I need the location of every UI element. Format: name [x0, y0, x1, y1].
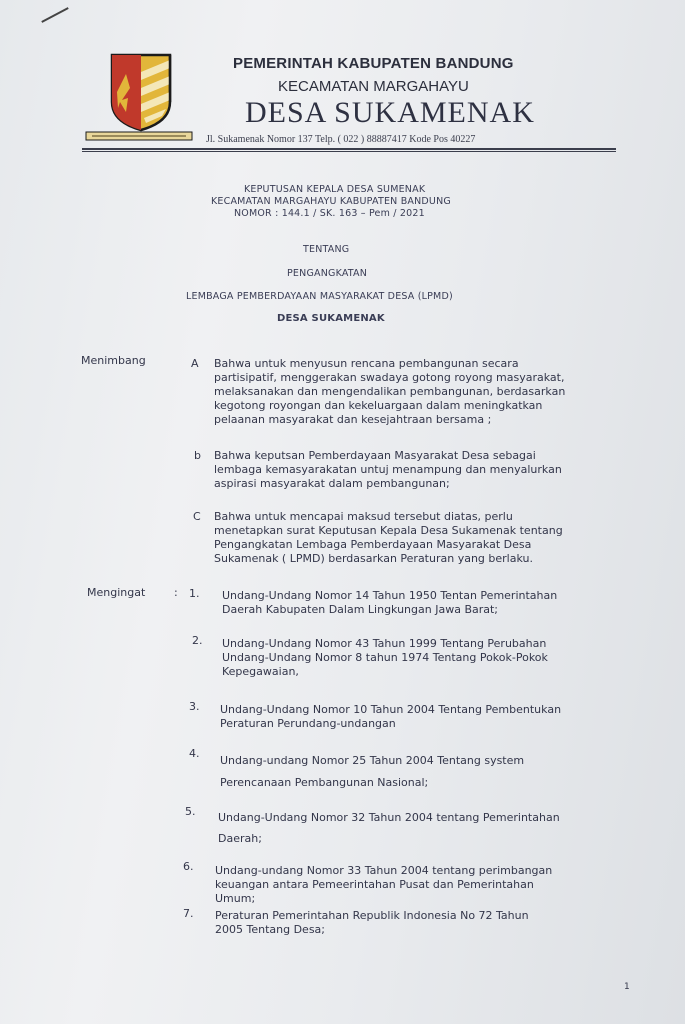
letterhead-rule [82, 148, 616, 150]
mengingat-marker-3: 3. [189, 700, 200, 713]
menimbang-paragraph-b [214, 449, 607, 491]
text-line: lembaga kemasyarakatan untuj menampung dan menyalurkan [214, 463, 562, 476]
mengingat-item-1 [222, 589, 607, 617]
menimbang-marker-a: A [191, 357, 199, 370]
text-line: Pengangkatan Lembaga Pemberdayaan Masyarakat Desa [214, 538, 532, 551]
menimbang-marker-b: b [194, 449, 201, 462]
mengingat-label: Mengingat [87, 586, 146, 599]
mengingat-marker-1: 1. [189, 587, 200, 600]
text-line: keuangan antara Pemeerintahan Pusat dan Pemerintahan [215, 878, 534, 891]
mengingat-marker-5: 5. [185, 805, 196, 818]
decree-number: NOMOR : 144.1 / SK. 163 – Pem / 2021 [234, 208, 425, 219]
mengingat-marker-7: 7. [183, 907, 194, 920]
decree-title: KEPUTUSAN KEPALA DESA SUMENAK [244, 184, 426, 195]
text-line: Daerah Kabupaten Dalam Lingkungan Jawa Barat; [222, 603, 499, 616]
letterhead-village: DESA SUKAMENAK [245, 96, 535, 129]
mengingat-colon: : [174, 586, 178, 599]
regency-emblem-icon [84, 52, 194, 144]
mengingat-item-3 [220, 703, 607, 731]
decree-subject: LEMBAGA PEMBERDAYAAN MASYARAKAT DESA (LPMD) [186, 291, 453, 302]
mengingat-marker-4: 4. [189, 747, 200, 760]
text-line: pelaanan masyarakat dan kesejahtraan bersama ; [214, 413, 492, 426]
text-line: Peraturan Pemerintahan Republik Indonesia No 72 Tahun [215, 909, 529, 922]
text-line: Undang-undang Nomor 25 Tahun 2004 Tentang system [220, 754, 525, 767]
text-line: Peraturan Perundang-undangan [220, 717, 396, 730]
text-line: Bahwa keputsan Pemberdayaan Masyarakat Desa sebagai [214, 449, 536, 462]
mengingat-item-6 [215, 864, 607, 906]
mengingat-item-5 [218, 807, 607, 849]
letterhead-rule-thin [82, 151, 616, 152]
paper-mark [41, 7, 68, 23]
mengingat-item-2 [222, 637, 607, 679]
text-line: Undang-Undang Nomor 10 Tahun 2004 Tentang Pembentukan [220, 703, 562, 716]
text-line: Undang-Undang Nomor 14 Tahun 1950 Tentan Pemerintahan [222, 589, 558, 602]
text-line: Sukamenak ( LPMD) berdasarkan Peraturan yang berlaku. [214, 552, 533, 565]
text-line: aspirasi masyarakat dalam pembangunan; [214, 477, 450, 490]
mengingat-marker-2: 2. [192, 634, 203, 647]
letterhead-government: PEMERINTAH KABUPATEN BANDUNG [233, 55, 514, 72]
mengingat-marker-6: 6. [183, 860, 194, 873]
text-line: partisipatif, menggerakan swadaya gotong royong masyarakat, [214, 371, 565, 384]
text-line: melaksanakan dan mengendalikan pembangunan, berdasarkan [214, 385, 566, 398]
letterhead-address: Jl. Sukamenak Nomor 137 Telp. ( 022 ) 88887417 Kode Pos 40227 [206, 134, 476, 145]
text-line: Daerah; [218, 832, 262, 845]
text-line: Undang-Undang Nomor 32 Tahun 2004 tentang Pemerintahan [218, 811, 560, 824]
menimbang-marker-c: C [193, 510, 201, 523]
text-line: Undang-undang Nomor 33 Tahun 2004 tentang perimbangan [215, 864, 553, 877]
text-line: Undang-Undang Nomor 43 Tahun 1999 Tentang Perubahan [222, 637, 547, 650]
decree-tentang: TENTANG [303, 244, 350, 255]
menimbang-label: Menimbang [81, 354, 146, 367]
text-line: Bahwa untuk mencapai maksud tersebut diatas, perlu [214, 510, 513, 523]
decree-pengangkatan: PENGANGKATAN [287, 268, 368, 279]
mengingat-item-4 [220, 750, 607, 794]
text-line: Perencanaan Pembangunan Nasional; [220, 776, 429, 789]
page-number: 1 [624, 982, 630, 992]
letterhead-district: KECAMATAN MARGAHAYU [278, 78, 469, 95]
text-line: Bahwa untuk menyusun rencana pembangunan secara [214, 357, 519, 370]
mengingat-item-7 [215, 909, 607, 937]
decree-village: DESA SUKAMENAK [277, 313, 385, 324]
menimbang-paragraph-a [214, 357, 607, 427]
text-line: Umum; [215, 892, 256, 905]
text-line: kegotong royongan dan kekeluargaan dalam meningkatkan [214, 399, 543, 412]
decree-jurisdiction: KECAMATAN MARGAHAYU KABUPATEN BANDUNG [211, 196, 451, 207]
text-line: menetapkan surat Keputusan Kepala Desa Sukamenak tentang [214, 524, 563, 537]
menimbang-paragraph-c [214, 510, 607, 566]
text-line: Undang-Undang Nomor 8 tahun 1974 Tentang Pokok-Pokok [222, 651, 548, 664]
text-line: Kepegawaian, [222, 665, 299, 678]
text-line: 2005 Tentang Desa; [215, 923, 325, 936]
